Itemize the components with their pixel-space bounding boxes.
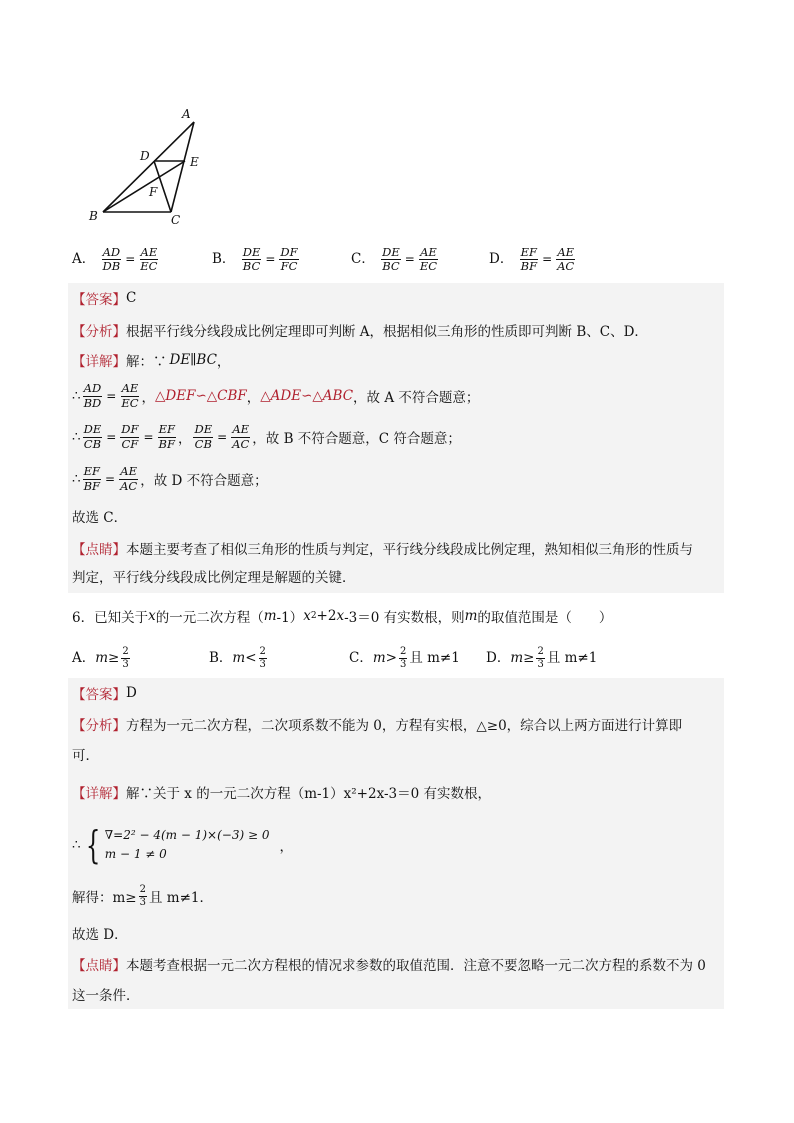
label-e: E	[190, 155, 199, 169]
q6-analysis-2: 可．	[72, 748, 99, 764]
q5-analysis: 【分析】 根据平行线分线段成比例定理即可判断 A，根据相似三角形的性质即可判断 B、C、D．	[72, 324, 648, 340]
q5-option-b: B． $\frac{DE}{BC}$ = $\frac{DF}{FC}$	[212, 245, 298, 274]
q6-answer: 【答案】 D	[72, 685, 137, 703]
label-c: C	[171, 213, 181, 227]
q6-options	[72, 643, 597, 673]
triangle-figure	[84, 100, 214, 230]
q6-system: ∴ { ∇=2² − 4(m − 1)×(−3) ≥ 0 m − 1 ≠ 0 ，	[72, 823, 293, 867]
q6-analysis-1: 【分析】 方程为一元二次方程，二次项系数不能为 0，方程有实根，△≥0，综合以上两方面进行计算即	[72, 718, 683, 734]
q5-comment-1: 【点睛】 本题主要考查了相似三角形的性质与判定，平行线分线段成比例定理，熟知相似三角形的性质与	[72, 542, 693, 558]
q6-solve: 解得：m≥ $\frac{2}{3}$ 且 m≠1．	[72, 884, 213, 908]
q6-stem: 6．已知关于 x 的一元二次方程（ m -1） x 2 +2 x -3＝0 有实数根，则 m 的取值范围是（ ）	[72, 608, 613, 626]
label-b: B	[89, 209, 98, 223]
q6-option-c: C．m> $\frac{2}{3}$ 且 m≠1	[349, 646, 460, 670]
q5-step-1: ∴ $\frac{AD}{BD}$ = $\frac{AE}{EC}$ ， △DEF∽△CBF ， △ADE∽△ABC ，故 A 不符合题意；	[72, 381, 480, 410]
q6-comment-1: 【点睛】 本题考查根据一元二次方程根的情况求参数的取值范围．注意不要忽略一元二次方程的系数不为 0	[72, 958, 706, 974]
q6-comment-2: 这一条件．	[72, 988, 140, 1004]
q6-option-b: B．m< $\frac{2}{3}$	[209, 646, 266, 670]
q5-comment-2: 判定，平行线分线段成比例定理是解题的关键．	[72, 570, 356, 586]
q5-options	[72, 246, 577, 273]
q5-option-a: A． $\frac{AD}{DB}$ = $\frac{AE}{EC}$	[72, 245, 158, 274]
q5-conclusion: 故选 C．	[72, 510, 128, 526]
q5-answer: 【答案】 C	[72, 290, 137, 308]
label-d: D	[140, 149, 150, 163]
q6-option-d: D．m≥ $\frac{2}{3}$ 且 m≠1	[486, 646, 598, 670]
q5-step-3: ∴ $\frac{EF}{BF}$ = $\frac{AE}{AC}$ ，故 D 不符合题意；	[72, 464, 268, 493]
q6-option-a: A．m≥ $\frac{2}{3}$	[72, 646, 129, 670]
label-a: A	[182, 107, 191, 121]
q5-option-c: C． $\frac{DE}{BC}$ = $\frac{AE}{EC}$	[351, 245, 438, 274]
q6-detail: 【详解】 解∵关于 x 的一元二次方程（m-1）x²+2x-3＝0 有实数根，	[72, 786, 491, 802]
q6-conclusion: 故选 D．	[72, 927, 128, 943]
q5-detail: 【详解】 解：∵ DE∥BC ，	[72, 352, 231, 370]
q5-option-d: D． $\frac{EF}{BF}$ = $\frac{AE}{AC}$	[489, 245, 575, 274]
q5-step-2: ∴ $\frac{DE}{CB}$ = $\frac{DF}{CF}$ = $\frac{EF}{BF}$ ， $\frac{DE}{CB}$ = $\frac{AE}{AC}$ ，故 B 不符合题意，C 符合题意；	[72, 422, 461, 451]
label-f: F	[149, 185, 158, 199]
